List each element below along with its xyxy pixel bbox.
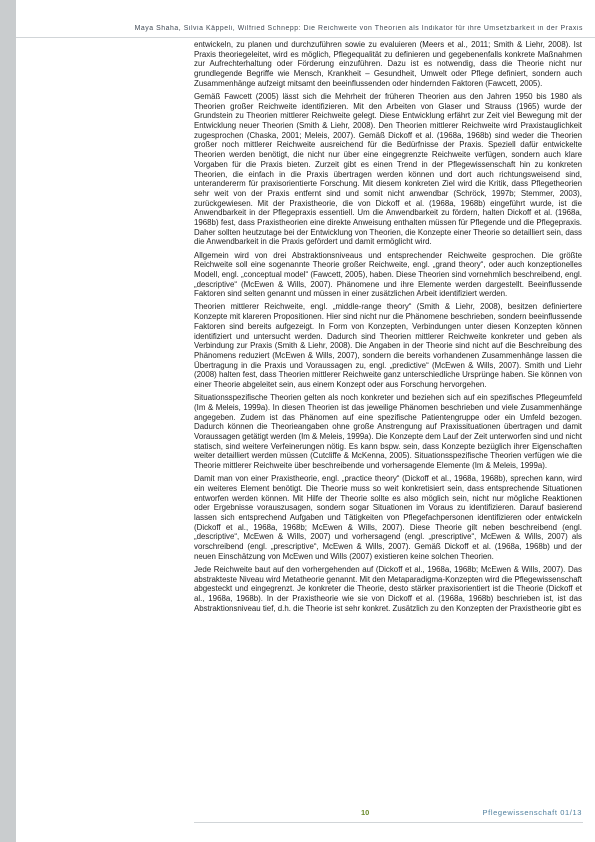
- article-body: [194, 40, 582, 617]
- footer-divider: [194, 822, 583, 823]
- paragraph-3: Allgemein wird von drei Abstraktionsniveaus und entsprechender Reichweite gesprochen. Die größte Reichweite soll eine sogenannte Theorie großer Reichweite, engl. „grand theory“, oder auch konzeptionelles Modell, engl. „conceptual model“ (Fawcett, 2005), haben. Diese Theorien sind vornehmlich beschreibend, engl. „descriptive“ (McEwen & Wills, 2007). Phänomene und ihre Elemente werden dargestellt. Beeinflussende Faktoren sind selten genannt und müssen in einer zusätzlichen Arbeit identifiziert werden.: [194, 250, 582, 299]
- left-margin-bar: [0, 0, 16, 842]
- page-number: 10: [361, 808, 370, 817]
- page-footer: [194, 808, 582, 820]
- paragraph-6: Damit man von einer Praxistheorie, engl. „practice theory“ (Dickoff et al., 1968a, 1968b), sprechen kann, wird ein weiteres Element benötigt. Die Theorie muss so weit konkretisiert sein, dass entsprechende Situationen entworfen werden können. Mit Hilfe der Theorie sollte es also möglich sein, nicht nur mögliche Reaktionen oder Ergebnisse vorauszusagen, sondern sogar Situationen im Voraus zu identifizieren. Darauf basierend lassen sich entsprechend Aufgaben und Tätigkeiten von Pflegefachpersonen identifizieren oder entwickeln (Dickoff et al., 1968a, 1968b; McEwen & Wills, 2007). Diese Theorie gilt neben beschreibend (engl. „descriptive“, McEwen & Wills, 2007) und vorhersagend (engl. „prescriptive“, McEwen & Wills, 2007) als vorschreibend (engl. „prescriptive“, McEwen & Wills, 2007). Gemäß Dickoff et al. (1968a, 1968b) und der neuen Einschätzung von McEwen und Wills (2007) existieren keine solchen Theorien.: [194, 474, 582, 561]
- paragraph-2: Gemäß Fawcett (2005) lässt sich die Mehrheit der früheren Theorien aus den Jahren 1950 bis 1980 als Theorien großer Reichweite identifizieren. Mit den Arbeiten von Glaser und Strauss (1965) wurde der Grundstein zu Theorien mittlerer Reichweite gelegt. Diese Entwicklung erfährt zur Zeit viel Bewegung mit der Entwicklung neuer Theorien (Smith & Liehr, 2008). Den Theorien mittlerer Reichweite wird Praxistauglichkeit zugesprochen (Chaska, 2001; Meleis, 2007). Gemäß Dickoff et al. (1968a, 1968b) sind weder die Theorien großer noch mittlerer Reichweite ausreichend für die Bedürfnisse der Praxis. Speziell dafür entwickelte Theorien werden benötigt, die nicht nur über eine eingegrenzte Reichweite verfügen, sondern auch klare Vorgaben für die Praxis bieten. Zurzeit gibt es einen Trend in der Pflegewissenschaft hin zu konkreten Theorien, die einfach in die Praxis übertragen werden können und dort auch richtungsweisend sind, unterandererm für praxisorientierte Forschung. Mit diesem konkreten Ziel wird die Kritik, dass Pflegetheorien sehr weit von der Praxis entfernt sind und somit nicht anwendbar (Schröck, 1997b; Stemmer, 2003), zurückgewiesen. Mit der Praxistheorie, die von Dickoff et al. (1968a, 1968b) eingeführt wurde, ist die Anwendbarkeit in der Pflegepraxis essentiell. Um die Anwendbarkeit zu fördern, halten Dickoff et al. (1968a, 1968b) fest, dass Praxistheorien eine direkte Anweisung enthalten müssen für Pflegende und die Pflegepraxis. Daher sollten heutzutage bei der Entwicklung von Theorien, die Konzepte einer Theorie so detailliert sein, dass die Anwendbarkeit in die Praxis gefördert und damit ermöglicht wird.: [194, 91, 582, 247]
- running-header: Maya Shaha, Silvia Käppeli, Wilfried Schnepp: Die Reichweite von Theorien als Indikator für ihre Umsetzbarkeit in der Praxis: [134, 25, 583, 32]
- paragraph-4: Theorien mittlerer Reichweite, engl. „middle-range theory“ (Smith & Liehr, 2008), besitzen definiertere Konzepte mit klareren Propositionen. Hier sind nicht nur die Phänomene beschrieben, sondern beeinflussende Faktoren sind bereits aufgezeigt. In Form von Konzepten, Verbindungen unter diesen Konzepten können identifiziert und untersucht werden. Dadurch sind Theorien mittlerer Reichweite konkreter und geben als Verbindung zur Praxis (Smith & Liehr, 2008). Die Angaben in der Theorie sind nicht auf die Beschreibung des Phänomens reduziert (McEwen & Wills, 2007), sondern die bereits vorhandenen Zusammenhänge lassen die Übertragung in die Praxis und Voraussagen zu, engl. „predictive“ (McEwen & Wills, 2007). Smith und Liehr (2008) halten fest, dass Theorien mittlerer Reichweite ganz unterschiedliche Ursprünge haben. Sie können von einer Theorie abgeleitet sein, aus einem Konzept oder aus Forschung hervorgehen.: [194, 302, 582, 390]
- paragraph-7: Jede Reichweite baut auf den vorhergehenden auf (Dickoff et al., 1968a, 1968b; McEwen & Wills, 2007). Das abstrakteste Niveau wird Metatheorie genannt. Mit den Metaparadigma-Konzepten wird die Pflegewissenschaft abgesteckt und eingegrenzt. Je konkreter die Theorie, desto stärker praxisorientiert ist die Theorie (Dickoff et al., 1968a, 1968b). In der Praxistheorie wie sie von Dickoff et al. (1968a, 1968b) beschrieben ist, ist das Abstraktionsniveau tief, d.h. die Theorie ist sehr konkret. Zusätzlich zu den Konzepten der Praxistheorie gibt es: [194, 564, 582, 613]
- paragraph-1: entwickeln, zu planen und durchzuführen sowie zu evaluieren (Meers et al., 2011; Smith & Liehr, 2008). Ist Praxis theoriegeleitet, wird es möglich, Pflegequalität zu definieren und gegebenenfalls konkrete Maßnahmen zur Aufrechterhaltung oder Förderung einzuführen. Dazu ist es notwendig, dass die Theorie nicht nur grundlegende Begriffe wie Mensch, Krankheit – Gesundheit, Umwelt oder Pflege definiert, sondern auch Zusammenhänge aufzeigt mitsamt den beeinflussenden oder hindernden Faktoren (Fawcett, 2005).: [194, 40, 582, 88]
- paragraph-5: Situationsspezifische Theorien gelten als noch konkreter und beziehen sich auf ein spezifisches Pflegeumfeld (Im & Meleis, 1999a). In diesen Theorien ist das jeweilige Phänomen beschrieben und viele Zusammenhänge angegeben. Zudem ist das Phänomen auf eine spezifische Patientengruppe oder ein Umfeld bezogen. Dadurch können die Theorieangaben ohne große Anstrengung auf Praxissituationen übertragen und damit Voraussagen getätigt werden (Im & Meleis, 1999a). Die Konzepte dem Lauf der Zeit unterworfen sind und nicht statisch, sind weitere Verfeinerungen nötig. Es kann bspw. sein, dass Konzepte bezüglich ihrer Eigenschaften weiter detailliert werden müssen (Cutcliffe & McKenna, 2005). Situationsspezifische Theorien verfügen wie die Theorie mittlerer Reichweite über beschreibende und vorhersagende Elemente (Im & Meleis, 1999a).: [194, 393, 582, 471]
- journal-issue: Pflegewissenschaft 01/13: [482, 808, 582, 817]
- header-divider: [16, 37, 595, 38]
